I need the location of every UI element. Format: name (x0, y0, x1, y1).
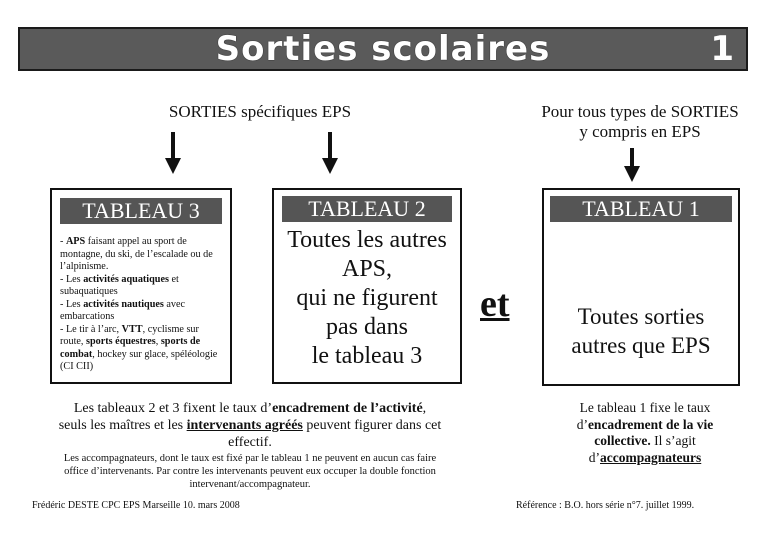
list-item: - Les activités aquatiques et subaquatiques (60, 273, 179, 297)
right-note: Le tableau 1 fixe le taux d’encadrement de la vie collective. Il s’agit d’accompagnateurs (576, 400, 714, 465)
tableau-3-label: TABLEAU 3 (60, 198, 222, 224)
left-heading: SORTIES spécifiques EPS (168, 102, 352, 121)
tableau-1-text: Toutes sorties autres que EPS (571, 304, 711, 358)
list-item: - Les activités nautiques avec embarcations (60, 298, 186, 322)
left-note: Les tableaux 2 et 3 fixent le taux d’encadrement de l’activité, seuls les maîtres et les intervenants agréés peuvent figurer dans cet effectif. (58, 401, 442, 450)
right-heading-line1: Pour tous types de SORTIES (541, 102, 739, 121)
tableau-2-text: Toutes les autres APS, qui ne figurent pas dans le tableau 3 (287, 227, 447, 369)
page-number: 1 (710, 29, 734, 69)
footer-author: Frédéric DESTE CPC EPS Marseille 10. mars 2008 (32, 500, 240, 511)
right-heading-line2: y compris en EPS (579, 122, 701, 141)
connector-et: et (480, 283, 510, 325)
title-banner (18, 27, 748, 71)
list-item: - APS faisant appel au sport de montagne, du ski, de l’escalade ou de l’alpinisme. (60, 236, 213, 272)
tableau-2-box (272, 188, 462, 384)
tableau-3-box (50, 188, 232, 384)
tableau-2-label: TABLEAU 2 (282, 196, 452, 222)
tableau-1-box (542, 188, 740, 386)
left-small-note: Les accompagnateurs, dont le taux est fixé par le tableau 1 ne peuvent en aucun cas faire office d’intervenants. Par contre les intervenants peuvent eux occuper la double fonction intervenant/accompagnateur. (63, 453, 437, 490)
footer-reference: Référence : B.O. hors série n°7. juillet 1999. (516, 500, 695, 511)
list-item: - Le tir à l’arc, VTT, cyclisme sur route, sports équestres, sports de combat, hockey sur glace, spéléologie (CI CII) (60, 323, 218, 372)
right-heading (520, 102, 760, 142)
page-title: Sorties scolaires (215, 29, 551, 69)
tableau-3-list (60, 236, 220, 374)
tableau-1-label: TABLEAU 1 (550, 196, 732, 222)
